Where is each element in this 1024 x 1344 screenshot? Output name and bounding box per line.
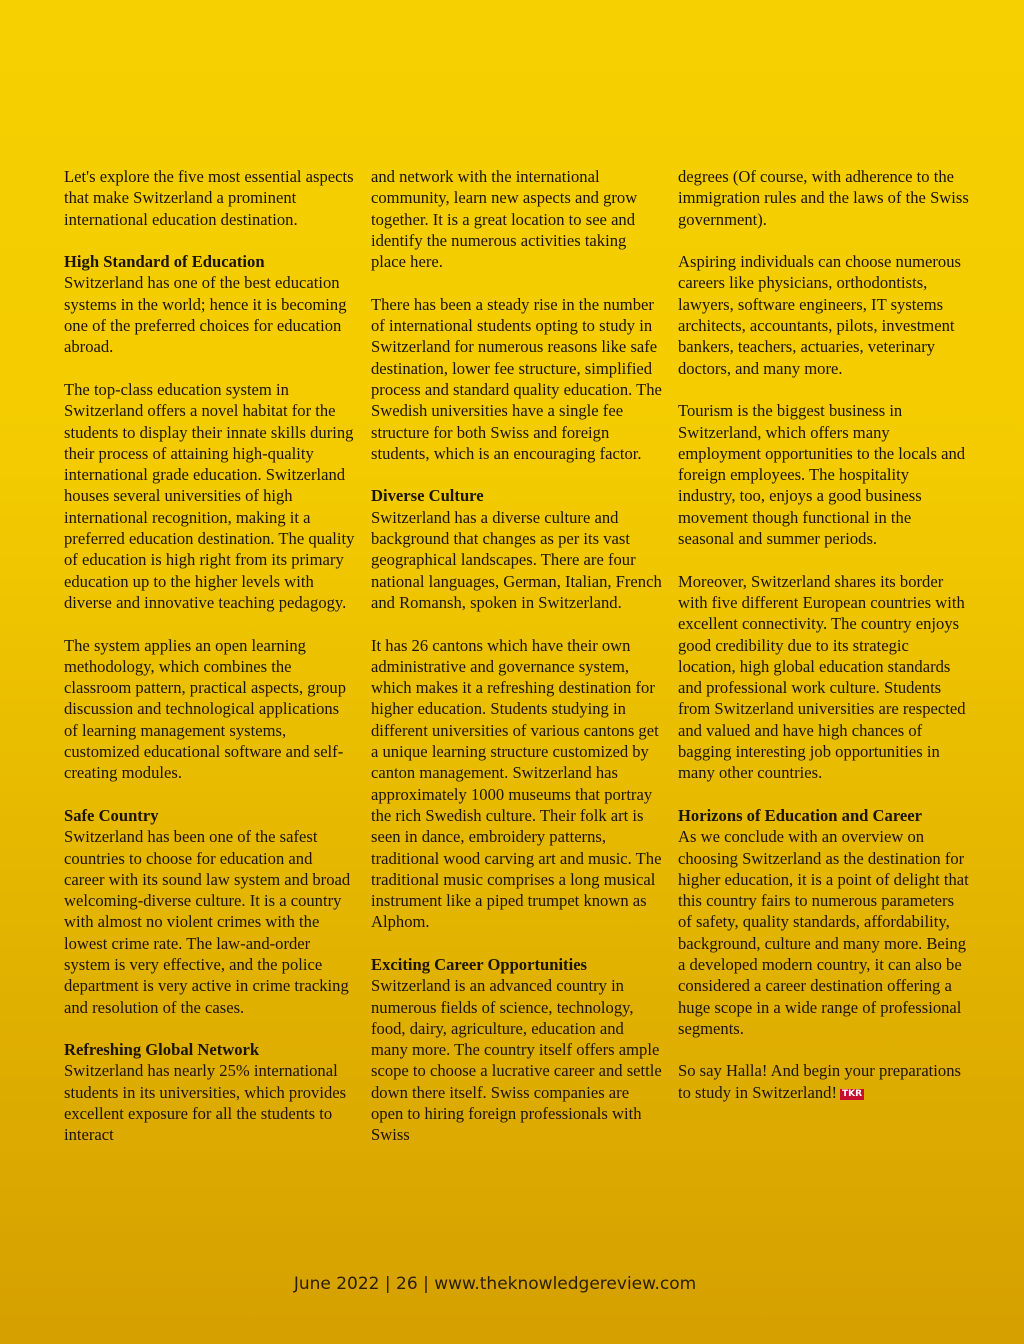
paragraph: As we conclude with an overview on choosing Switzerland as the destination for higher education, it is a point of delight that this country fairs to numerous parameters of safety, quality standards, affordability, background, culture and many more. Being a developed modern country, it can also be considered a career destination offering a huge scope in a wide range of professional segments.	[678, 827, 969, 1038]
paragraph: Switzerland has been one of the safest countries to choose for education and career with its sound law system and broad welcoming-diverse culture. It is a country with almost no violent crimes with the lowest crime rate. The law-and-order system is very effective, and the police department is very active in crime tracking and resolution of the cases.	[64, 827, 351, 1017]
section-heading: Horizons of Education and Career	[678, 805, 922, 825]
paragraph: The top-class education system in Switzerland offers a novel habitat for the students to display their innate skills during their process of attaining high-quality international grade education. Switzerland houses several universities of high international recognition, making it a preferred education destination. The quality of education is high right from its primary education up to the higher levels with diverse and innovative teaching pedagogy.	[64, 379, 355, 612]
closing-text: So say Halla! And begin your preparations to study in Switzerland!	[678, 1061, 961, 1102]
paragraph: Switzerland has nearly 25% international students in its universities, which provides excellent exposure for all the students to interact	[64, 1061, 347, 1145]
paragraph: Switzerland is an advanced country in numerous fields of science, technology, food, dairy, agriculture, education and many more. The country itself offers ample scope to choose a lucrative career and settle down there itself. Swiss companies are open to hiring foreign professionals with Swiss	[371, 976, 662, 1145]
paragraph: It has 26 cantons which have their own administrative and governance system, which makes it a refreshing destination for higher education. Students studying in different universities of various cantons get a unique learning structure customized by canton management. Switzerland has approximately 1000 museums that portray the rich Swedish culture. Their folk art is seen in dance, embroidery patterns, traditional wood carving art and music. The traditional music comprises a long musical instrument like a piped trumpet known as Alphom.	[371, 635, 662, 932]
paragraph: Moreover, Switzerland shares its border with five different European countries with excellent connectivity. The country enjoys good credibility due to its strategic location, high global education standards and professional work culture. Students from Switzerland universities are respected and valued and have high chances of bagging interesting job opportunities in many other countries.	[678, 571, 966, 783]
paragraph: Switzerland has one of the best education systems in the world; hence it is becoming one of the preferred choices for education abroad.	[64, 273, 347, 357]
section-heading: Exciting Career Opportunities	[371, 954, 588, 974]
paragraph: There has been a steady rise in the number of international students opting to study in Switzerland for numerous reasons like safe destination, lower fee structure, simplified process and standard quality education. The Swedish universities have a single fee structure for both Swiss and foreign students, which is an encouraging factor.	[371, 294, 662, 463]
page-footer: June 2022 | 26 | www.theknowledgereview.com	[293, 1274, 697, 1294]
closing-paragraph	[678, 1060, 970, 1103]
section-heading: Refreshing Global Network	[64, 1040, 260, 1060]
paragraph: The system applies an open learning methodology, which combines the classroom pattern, practical aspects, group discussion and technological applications of learning management systems, customized educational software and self-creating modules.	[64, 635, 346, 783]
article-column-1	[64, 166, 356, 1167]
article-column-3	[678, 166, 970, 1124]
paragraph: Tourism is the biggest business in Switzerland, which offers many employment opportunities to the locals and foreign employees. The hospitality industry, too, enjoys a good business movement though functional in the seasonal and summer periods.	[678, 401, 966, 549]
section-heading: High Standard of Education	[64, 252, 265, 272]
section-heading: Safe Country	[64, 805, 159, 825]
paragraph: Aspiring individuals can choose numerous careers like physicians, orthodontists, lawyers, software engineers, IT systems architects, accountants, pilots, investment bankers, teachers, actuaries, veterinary doctors, and many more.	[678, 252, 961, 378]
paragraph: and network with the international community, learn new aspects and grow together. It is a great location to see and identify the numerous activities taking place here.	[371, 167, 638, 272]
section-heading: Diverse Culture	[371, 486, 484, 506]
paragraph: Switzerland has a diverse culture and background that changes as per its vast geographical landscapes. There are four national languages, German, Italian, French and Romansh, spoken in Switzerland.	[371, 507, 662, 612]
tkr-logo-icon: TKR	[842, 1088, 863, 1099]
article-column-2	[371, 166, 663, 1167]
paragraph: Let's explore the five most essential aspects that make Switzerland a prominent international education destination.	[64, 167, 354, 229]
paragraph: degrees (Of course, with adherence to the immigration rules and the laws of the Swiss government).	[678, 167, 969, 229]
